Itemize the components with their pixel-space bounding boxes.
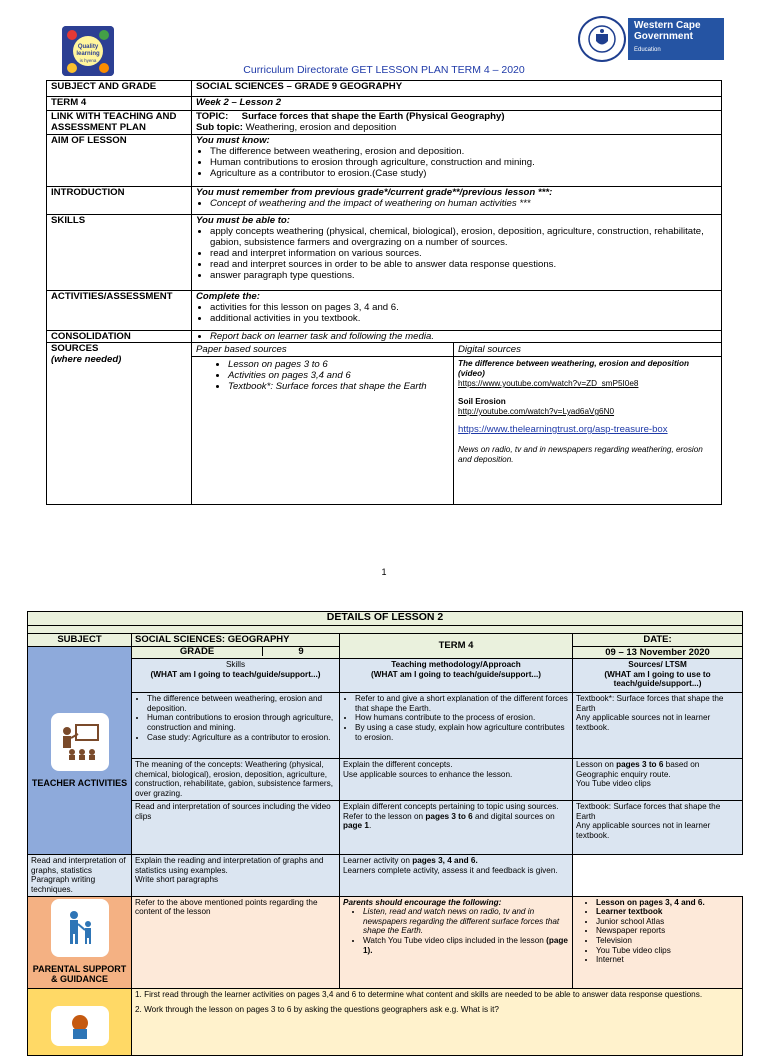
paper-item: • Lesson on pages 3 to 6 xyxy=(228,359,453,370)
r1-skill-item: • Case study: Agriculture as a contributor to erosion. xyxy=(147,733,336,743)
date-label: DATE: xyxy=(573,634,743,647)
consolidation-label: CONSOLIDATION xyxy=(47,331,192,343)
r4-method: Explain the reading and interpretation of graphs and statistics using examples. Write short paragraphs xyxy=(132,855,340,896)
r1-method-item: • Refer to and give a short explanation of the different forces that shape the Earth. xyxy=(355,694,569,713)
p-source-item: • Learner textbook xyxy=(596,907,739,917)
skills-item: • read and interpret sources in order to be able to answer data response questions. xyxy=(210,259,717,270)
coat-of-arms-icon xyxy=(578,16,626,62)
learner-line2: 2. Work through the lesson on pages 3 to 6 by asking the questions geographers ask e.g. What is it? xyxy=(135,1005,499,1015)
subject-value-2: SOCIAL SCIENCES: GEOGRAPHY xyxy=(132,634,340,647)
r4-sources-b: pages 3, 4 and 6. xyxy=(412,856,478,866)
p-sources xyxy=(573,896,743,988)
r2-method: Explain the different concepts. Use applicable sources to enhance the lesson. xyxy=(340,759,573,801)
subtopic-value: Weathering, erosion and deposition xyxy=(245,122,397,133)
term-2: TERM 4 xyxy=(340,634,573,659)
skills-item: • read and interpret information on various sources. xyxy=(210,248,717,259)
sources-sub: (where needed) xyxy=(51,354,122,365)
details-title: DETAILS OF LESSON 2 xyxy=(28,612,743,626)
r1-method-item: • How humans contribute to the process of erosion. xyxy=(355,713,569,723)
subject-label-2: SUBJECT xyxy=(28,634,132,647)
western-cape-government-logo xyxy=(578,16,724,62)
p-source-item: • Junior school Atlas xyxy=(596,917,739,927)
aim-head: You must know: xyxy=(196,135,270,146)
subject-value: SOCIAL SCIENCES – GRADE 9 GEOGRAPHY xyxy=(192,81,722,97)
p-method-item: • Listen, read and watch news on radio, tv and in newspapers regarding the different surface forces that shape the Earth. xyxy=(363,907,569,936)
lesson-plan-table xyxy=(46,80,722,505)
intro-head: You must remember from previous grade*/current grade**/previous lesson ***: xyxy=(196,187,553,198)
col-skills-header xyxy=(132,659,340,693)
r2-sources-b: pages 3 to 6 xyxy=(616,760,664,770)
teacher-icon xyxy=(51,713,109,771)
skills-cell xyxy=(192,215,722,291)
aim-item: • Agriculture as a contributor to erosion.(Case study) xyxy=(210,168,717,179)
learner-icon xyxy=(51,1006,109,1046)
link-label: LINK WITH TEACHING AND ASSESSMENT PLAN xyxy=(47,111,192,135)
activities-head: Complete the: xyxy=(196,291,260,302)
consolidation-cell xyxy=(192,331,722,343)
parental-label: PARENTAL SUPPORT & GUIDANCE xyxy=(32,964,127,985)
digital-4-text: News on radio, tv and in newspapers regarding weathering, erosion and deposition. xyxy=(458,445,703,464)
term-label: TERM 4 xyxy=(47,97,192,111)
learner-side xyxy=(28,988,132,1055)
r3-method xyxy=(340,801,573,855)
r4-sources-c: Learners complete activity, assess it and feedback is given. xyxy=(343,865,558,875)
aim-item: • The difference between weathering, erosion and deposition. xyxy=(210,146,717,157)
r1-skills xyxy=(132,693,340,759)
digital-1-link[interactable]: https://www.youtube.com/watch?v=ZD_smP5I0e8 xyxy=(458,379,639,388)
intro-cell xyxy=(192,187,722,215)
skills-label: SKILLS xyxy=(47,215,192,291)
col-skills-sub: (WHAT am I going to teach/guide/support...) xyxy=(150,669,321,679)
intro-item: • Concept of weathering and the impact of weathering on human activities *** xyxy=(210,198,717,209)
aim-label: AIM OF LESSON xyxy=(47,135,192,187)
r4-skills: Read and interpretation of graphs, statistics Paragraph writing techniques. xyxy=(28,855,132,896)
wc-line2: Government xyxy=(634,31,693,42)
parental-side xyxy=(28,896,132,988)
wc-line3: Education xyxy=(634,47,661,53)
learner-line1: 1. First read through the learner activities on pages 3,4 and 6 to determine what content and skills are needed to be able to answer data response questions. xyxy=(135,989,703,999)
col-sources-title: Sources/ LTSM xyxy=(628,660,687,670)
digital-sources-cell xyxy=(454,343,722,505)
skills-item: • apply concepts weathering (physical, chemical, biological), erosion, deposition, agriculture, construction, rehabilitate, gabion, subsistence farmers and overgrazing on a number of sources. xyxy=(210,226,717,248)
p-method-item xyxy=(363,936,569,955)
col-method-title: Teaching methodology/Approach xyxy=(391,660,521,670)
p-method-item2-b: (page 1). xyxy=(363,935,568,955)
grade-label: GRADE xyxy=(132,647,263,657)
r3-skills: Read and interpretation of sources including the video clips xyxy=(132,801,340,855)
r3-method-d: page 1 xyxy=(343,821,369,831)
r2-skills: The meaning of the concepts: Weathering (physical, chemical, biological), erosion, deposition, agriculture, construction, rehabilitate, gabion, subsistence farmers, over grazing. xyxy=(132,759,340,801)
activities-label: ACTIVITIES/ASSESSMENT xyxy=(47,291,192,331)
r4-sources xyxy=(340,855,573,896)
r3-method-e: . xyxy=(368,821,372,831)
wc-line1: Western Cape xyxy=(634,20,701,31)
paper-item: • Activities on pages 3,4 and 6 xyxy=(228,370,453,381)
r3-sources: Textbook: Surface forces that shape the Earth Any applicable sources not in learner textbook. xyxy=(573,801,743,855)
term-value: Week 2 – Lesson 2 xyxy=(192,97,722,111)
p-source-item: • Lesson on pages 3, 4 and 6. xyxy=(596,898,739,908)
svg-text:is hyena: is hyena xyxy=(79,58,97,63)
p-source-item: • You Tube video clips xyxy=(596,946,739,956)
date-value: 09 – 13 November 2020 xyxy=(573,646,743,659)
r2-sources xyxy=(573,759,743,801)
topic-prefix: TOPIC: xyxy=(196,111,229,122)
teacher-label: TEACHER ACTIVITIES xyxy=(31,777,128,788)
activities-cell xyxy=(192,291,722,331)
svg-text:learning: learning xyxy=(76,51,100,57)
digital-2-title: Soil Erosion xyxy=(458,397,506,406)
p-source-item: • Television xyxy=(596,936,739,946)
r3-method-b: pages 3 to 6 xyxy=(425,811,473,821)
p-source-item: • Internet xyxy=(596,955,739,965)
sources-label: SOURCES xyxy=(51,343,99,354)
p-source-item: • Newspaper reports xyxy=(596,926,739,936)
p-method-head: Parents should encourage the following: xyxy=(343,897,502,907)
spacer-row xyxy=(28,626,743,634)
r3-method-c: and digital sources on xyxy=(472,811,555,821)
r2-sources-a: Lesson on xyxy=(576,760,617,770)
topic-value: Surface forces that shape the Earth (Physical Geography) xyxy=(241,111,505,122)
p-method xyxy=(340,896,573,988)
p-method-item2-a: Watch You Tube video clips included in the lesson xyxy=(363,935,547,945)
digital-head: Digital sources xyxy=(454,343,721,357)
svg-text:Quality: Quality xyxy=(77,44,99,50)
r3-method-a: Explain different concepts pertaining to topic using sources. Refer to the lesson on xyxy=(343,802,559,821)
r2-sources-c: based on Geographic enquiry route. You Tube video clips xyxy=(576,760,700,789)
subtopic-prefix: Sub topic: xyxy=(196,122,243,133)
r1-skill-item: • Human contributions to erosion through agriculture, construction and mining. xyxy=(147,713,336,732)
document-title: Curriculum Directorate GET LESSON PLAN TERM 4 – 2020 xyxy=(243,64,525,76)
intro-label: INTRODUCTION xyxy=(47,187,192,215)
subject-label: SUBJECT AND GRADE xyxy=(47,81,192,97)
aim-item: • Human contributions to erosion through agriculture, construction and mining. xyxy=(210,157,717,168)
r1-method-item: • By using a case study, explain how agriculture contributes to erosion. xyxy=(355,723,569,742)
digital-2-link[interactable]: http://youtube.com/watch?v=Lyad6aVg6N0 xyxy=(458,407,615,416)
paper-sources-cell xyxy=(192,343,454,505)
learner-cell xyxy=(132,988,743,1055)
teacher-side xyxy=(28,646,132,855)
topic-cell xyxy=(192,111,722,135)
col-method-sub: (WHAT am I going to teach/guide/support...) xyxy=(371,669,541,679)
paper-item: • Textbook*: Surface forces that shape the Earth xyxy=(228,381,453,392)
grade-value: 9 xyxy=(298,645,304,657)
digital-1-title: The difference between weathering, erosion and deposition (video) xyxy=(458,359,689,378)
aim-cell xyxy=(192,135,722,187)
grade-cell xyxy=(132,646,340,659)
parent-child-icon xyxy=(51,899,109,957)
col-sources-header xyxy=(573,659,743,693)
col-skills-title: Skills xyxy=(225,660,246,670)
activities-item: • additional activities in you textbook. xyxy=(210,313,717,324)
r1-skill-item: • The difference between weathering, erosion and deposition. xyxy=(147,694,336,713)
col-method-header xyxy=(340,659,573,693)
page-number: 1 xyxy=(381,567,387,577)
paper-head: Paper based sources xyxy=(192,343,453,357)
p-skills: Refer to the above mentioned points regarding the content of the lesson xyxy=(132,896,340,988)
r4-sources-a: Learner activity on xyxy=(343,856,413,866)
col-sources-sub: (WHAT am I going to use to teach/guide/support...) xyxy=(604,669,711,689)
r1-sources: Textbook*: Surface forces that shape the Earth Any applicable sources not in learner textbook. xyxy=(573,693,743,759)
sources-label-cell xyxy=(47,343,192,505)
consolidation-item: • Report back on learner task and following the media. xyxy=(210,331,717,342)
activities-item: • activities for this lesson on pages 3, 4 and 6. xyxy=(210,302,717,313)
lesson-details-table xyxy=(27,611,743,1056)
r1-method xyxy=(340,693,573,759)
skills-item: • answer paragraph type questions. xyxy=(210,270,717,281)
skills-head: You must be able to: xyxy=(196,215,290,226)
digital-3-link[interactable]: https://www.thelearningtrust.org/asp-treasure-box xyxy=(458,424,668,435)
